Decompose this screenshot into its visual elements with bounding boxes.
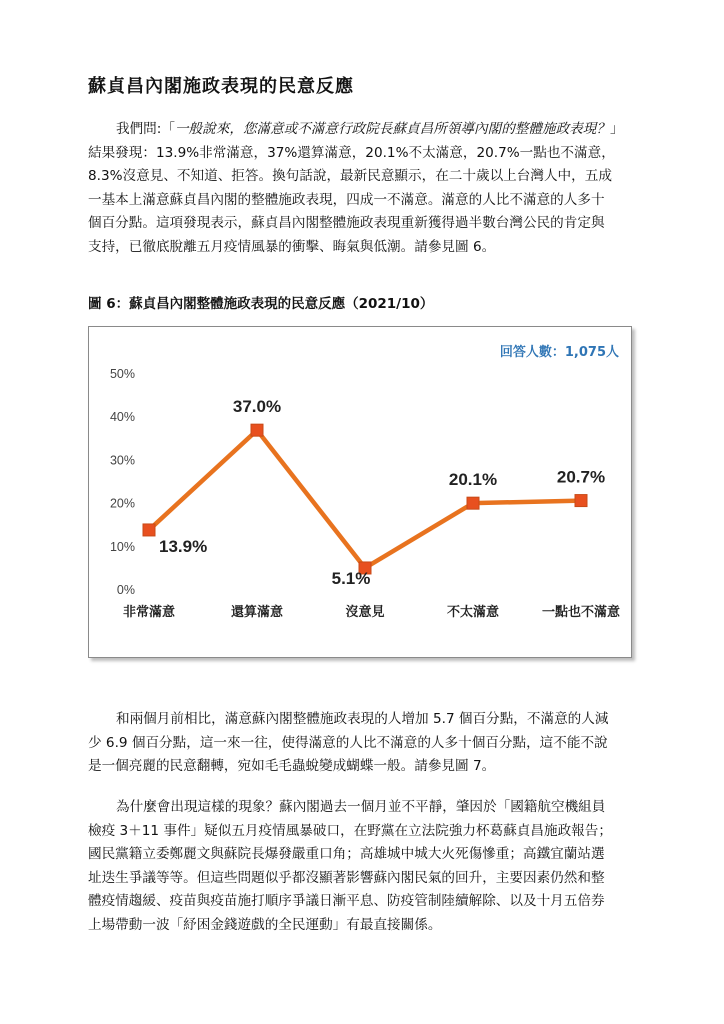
data-point: [575, 495, 587, 507]
y-tick-label: 30%: [109, 453, 135, 468]
x-tick-label: 不太滿意: [446, 605, 500, 620]
paragraph-line: 結果發現：13.9%非常滿意，37%還算滿意，20.1%不太滿意，20.7%一點也不滿意，: [88, 144, 615, 161]
question-lead: 我們問:「: [116, 121, 175, 137]
page-title: 蘇貞昌內閣施政表現的民意反應: [88, 76, 354, 97]
paragraph-line: 少 6.9 個百分點，這一來一往，使得滿意的人比不滿意的人多十個百分點，這不能不說: [88, 734, 608, 751]
data-point: [467, 497, 479, 509]
data-label: 20.1%: [448, 470, 498, 490]
paragraph-line: 上場帶動一波「紓困金錢遊戲的全民運動」有最直接關係。: [88, 916, 442, 933]
survey-question: 一般說來，您滿意或不滿意行政院長蘇貞昌所領導內閣的整體施政表現？: [174, 121, 610, 137]
paragraph-line: 是一個亮麗的民意翻轉，宛如毛毛蟲蛻變成蝴蝶一般。請參見圖 7。: [88, 758, 496, 774]
question-close: 」: [609, 121, 624, 137]
paragraph-survey-question: [88, 118, 640, 259]
paragraph-line: 體疫情趨緩、疫苗與疫苗施打順序爭議日漸平息、防疫管制陸續解除、以及十月五倍券: [88, 893, 605, 909]
figure-caption: 圖 6：蘇貞昌內閣整體施政表現的民意反應（2021/10）: [88, 296, 434, 312]
y-tick-label: 40%: [109, 410, 135, 425]
paragraph-line: [88, 708, 640, 732]
paragraph-line: [88, 118, 640, 142]
y-tick-label: 10%: [109, 539, 135, 554]
data-point: [143, 524, 155, 536]
y-tick-label: 0%: [116, 583, 135, 597]
paragraph-line: 一基本上滿意蘇貞昌內閣的整體施政表現，四成一不滿意。滿意的人比不滿意的人多十: [88, 191, 605, 208]
data-label: 5.1%: [331, 568, 371, 588]
series-line: [149, 430, 581, 568]
data-label: 13.9%: [159, 536, 208, 556]
line-chart: [88, 326, 632, 658]
chart-canvas: [89, 327, 631, 657]
paragraph-line: 檢疫 3＋11 事件」疑似五月疫情風暴破口，在野黨在立法院強力杯葛蘇貞昌施政報告；: [88, 822, 612, 839]
data-label: 37.0%: [232, 397, 282, 417]
paragraph-line: [88, 796, 640, 820]
x-tick-label: 非常滿意: [122, 605, 176, 620]
paragraph-line-text: 為什麼會出現這樣的現象？蘇內閣過去一個月並不平靜，肇因於「國籍航空機組員: [116, 799, 606, 815]
paragraph-line: 8.3%沒意見、不知道、拒答。換句話說，最新民意顯示，在二十歲以上台灣人中，五成: [88, 168, 612, 184]
data-point: [251, 424, 263, 436]
x-tick-label: 一點也不滿意: [541, 605, 621, 620]
paragraph-line: 個百分點。這項發現表示，蘇貞昌內閣整體施政表現重新獲得過半數台灣公民的肯定與: [88, 215, 605, 231]
respondent-count: 回答人數：1,075人: [499, 345, 619, 360]
y-tick-label: 20%: [109, 496, 135, 511]
x-tick-label: 還算滿意: [230, 605, 284, 620]
paragraph-line: 址迭生爭議等等。但這些問題似乎都沒顯著影響蘇內閣民氣的回升，主要因素仍然和整: [88, 869, 605, 886]
paragraph-explanation: [88, 796, 640, 937]
y-tick-label: 50%: [109, 367, 135, 381]
x-tick-label: 沒意見: [345, 605, 385, 620]
paragraph-line: 國民黨籍立委鄭麗文與蘇院長爆發嚴重口角；高雄城中城大火死傷慘重；高鐵宜蘭站選: [88, 846, 605, 862]
paragraph-comparison: [88, 708, 640, 779]
paragraph-line-text: 和兩個月前相比，滿意蘇內閣整體施政表現的人增加 5.7 個百分點，不滿意的人減: [116, 711, 609, 727]
paragraph-line: 支持，已徹底脫離五月疫情風暴的衝擊、晦氣與低潮。請參見圖 6。: [88, 238, 496, 255]
data-label: 20.7%: [556, 467, 606, 487]
